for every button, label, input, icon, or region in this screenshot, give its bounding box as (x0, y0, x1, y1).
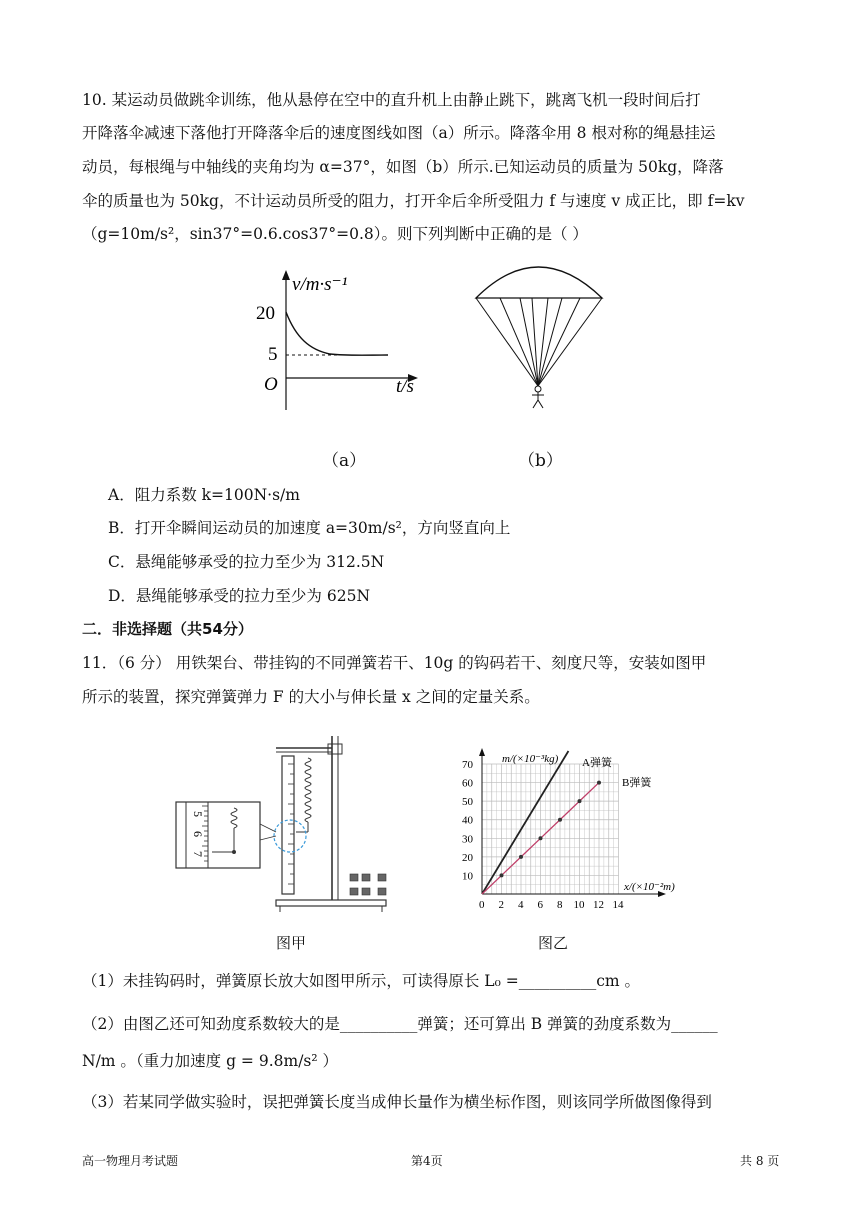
velocity-curve (286, 312, 388, 355)
ruler-mark-7: 7 (191, 851, 205, 857)
option-c: C．悬绳能够承受的拉力至少为 312.5N (108, 553, 385, 571)
fig-a-caption: （a） (322, 451, 367, 471)
x-tick-label: 4 (518, 899, 524, 911)
q11-sub-2: （2）由图乙还可知劲度系数较大的是__________弹簧；还可算出 B 弹簧的劲度系数为______ (82, 1015, 718, 1033)
option-b: B．打开伞瞬间运动员的加速度 a=30m/s²，方向竖直向上 (108, 519, 511, 537)
v-axis-label: v/m·s⁻¹ (292, 274, 348, 295)
x-tick-label: 0 (479, 899, 485, 911)
q11-sub-4: （3）若某同学做实验时，误把弹簧长度当成伸长量作为横坐标作图，则该同学所做图像得到 (82, 1093, 712, 1111)
y-tick-label: 10 (462, 870, 473, 883)
x-tick-label: 2 (498, 899, 504, 911)
ruler-mark-6: 6 (191, 831, 205, 837)
spring-icon (305, 758, 311, 822)
x-tick-label: 14 (612, 899, 624, 911)
q10-line-1: 10. 某运动员做跳伞训练，他从悬停在空中的直升机上由静止跳下，跳离飞机一段时间后打 (82, 91, 701, 109)
y-tick-label: 60 (462, 777, 473, 790)
series-b-point (597, 781, 601, 785)
fig-yi-caption: 图乙 (538, 934, 569, 952)
q10-line-3: 动员，每根绳与中轴线的夹角均为 α=37°，如图（b）所示.已知运动员的质量为 50kg，降落 (82, 158, 724, 176)
ruler-icon (282, 756, 294, 894)
tick-5: 5 (268, 344, 278, 365)
q11-sub-3: N/m 。（重力加速度 g = 9.8m/s² ） (82, 1052, 339, 1070)
series-b-point (558, 818, 562, 822)
magnified-inset (176, 802, 260, 868)
suspension-lines (476, 298, 602, 386)
option-d: D．悬绳能够承受的拉力至少为 625N (108, 587, 371, 605)
fig-b-caption: （b） (518, 451, 563, 471)
q11-line-1: 11．（6 分） 用铁架台、带挂钩的不同弹簧若干、10g 的钩码若干、刻度尺等，安装如图甲 (82, 654, 707, 672)
x-tick-label: 6 (537, 899, 543, 911)
y-tick-label: 40 (462, 814, 473, 827)
series-b-point (539, 836, 543, 840)
ruler-mark-5: 5 (191, 811, 205, 817)
y-tick-label: 20 (462, 851, 473, 864)
fig-jia-caption: 图甲 (276, 934, 307, 952)
tick-20: 20 (256, 303, 275, 324)
footer-left: 高一物理月考试题 (82, 1154, 179, 1168)
series-b-label: B弹簧 (622, 777, 652, 789)
series-a-line (482, 751, 568, 894)
parachute-figure (470, 258, 610, 413)
y-axis-label: m/(×10⁻³kg) (502, 753, 559, 765)
velocity-time-graph (248, 268, 438, 418)
x-tick-label: 12 (593, 899, 604, 911)
footer-page: 第4页 (411, 1154, 443, 1168)
x-tick-label: 10 (573, 899, 585, 911)
q10-line-5: （g=10m/s²，sin37°=0.6.cos37°=0.8）。则下列判断中正确的是（ ） (82, 225, 588, 243)
series-b-point (578, 799, 582, 803)
series-b-point (519, 855, 523, 859)
y-tick-label: 30 (462, 833, 473, 846)
magnify-circle (274, 820, 306, 852)
x-tick-label: 8 (557, 899, 563, 911)
apparatus-figure (172, 728, 412, 918)
series-b-point (500, 873, 504, 877)
hook-weights-icon (350, 874, 386, 895)
y-tick-label: 70 (462, 759, 473, 772)
footer-total: 共 8 页 (740, 1154, 780, 1168)
y-tick-label: 50 (462, 796, 473, 809)
canopy-icon (476, 267, 602, 298)
q10-line-4: 伞的质量也为 50kg，不计运动员所受的阻力，打开伞后伞所受阻力 f 与速度 v 成正比，即 f=kv (82, 192, 745, 210)
t-axis-label: t/s (396, 376, 414, 397)
q10-line-2: 开降落伞减速下落他打开降落伞后的速度图线如图（a）所示。降落伞用 8 根对称的绳悬挂运 (82, 124, 716, 142)
q11-sub-1: （1）未挂钩码时，弹簧原长放大如图甲所示，可读得原长 L₀ =__________cm 。 (82, 972, 641, 990)
spring-mass-chart (436, 746, 675, 916)
origin-label: O (264, 374, 278, 395)
section-heading: 二．非选择题（共54分） (82, 620, 253, 638)
x-axis-label: x/(×10⁻²m) (624, 881, 675, 893)
q11-line-2: 所示的装置，探究弹簧弹力 F 的大小与伸长量 x 之间的定量关系。 (82, 688, 540, 706)
series-a-label: A弹簧 (582, 757, 612, 769)
athlete-icon (532, 386, 544, 408)
option-a: A．阻力系数 k=100N·s/m (108, 486, 300, 504)
